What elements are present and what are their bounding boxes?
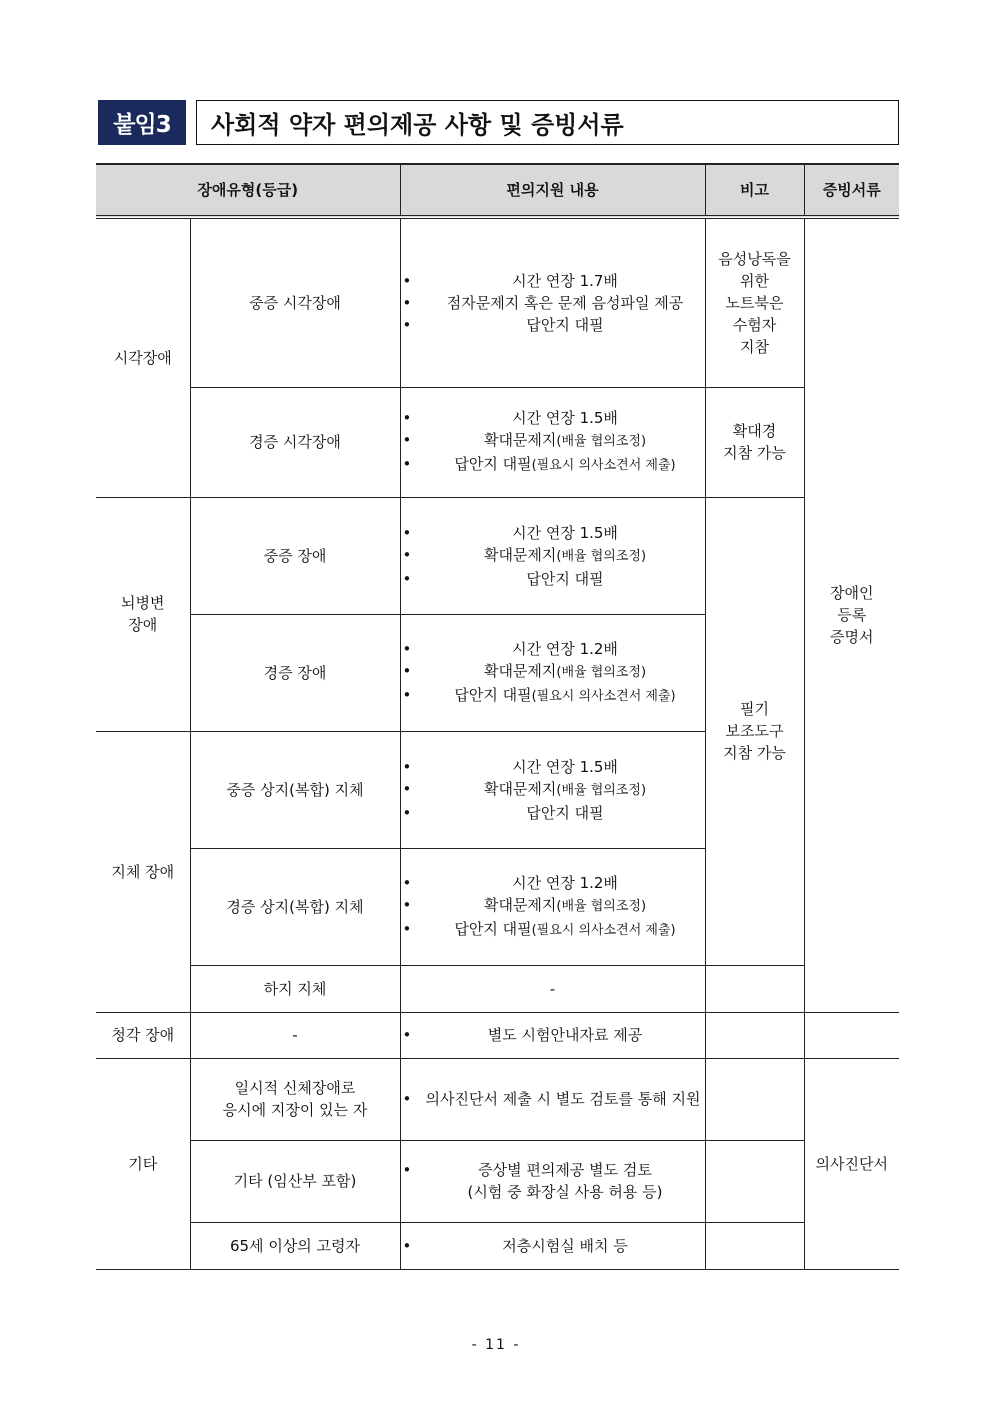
list-item: • 점자문제지 혹은 문제 음성파일 제공 [401, 292, 705, 314]
table-row [96, 1058, 899, 1140]
list-item: • 확대문제지(배율 협의조정) [401, 429, 705, 453]
subtype-cell: 중증 시각장애 [190, 217, 400, 387]
page-title-bar [98, 100, 899, 145]
title-box [196, 100, 899, 145]
list-item: • 답안지 대필(필요시 의사소견서 제출) [401, 453, 705, 477]
subtype-cell: 경증 장애 [190, 614, 400, 731]
list-item: • 시간 연장 1.5배 [401, 522, 705, 544]
note-cell: 확대경 지참 가능 [705, 387, 804, 497]
header-disability-type: 장애유형(등급) [96, 164, 400, 217]
support-cell [400, 1222, 705, 1269]
docs-cell: 장애인 등록 증명서 [804, 217, 899, 1012]
category-cell: 기타 [96, 1058, 190, 1269]
note-cell: 필기 보조도구 지참 가능 [705, 497, 804, 965]
page-number: - 11 - [471, 1337, 521, 1353]
support-cell [400, 387, 705, 497]
list-item: • 시간 연장 1.2배 [401, 872, 705, 894]
support-cell: - [400, 965, 705, 1012]
subtype-cell: 중증 상지(복합) 지체 [190, 731, 400, 848]
support-cell [400, 731, 705, 848]
list-item: • 확대문제지(배율 협의조정) [401, 660, 705, 684]
docs-cell: 의사진단서 [804, 1058, 899, 1269]
note-cell [705, 965, 804, 1012]
category-cell: 뇌병변 장애 [96, 497, 190, 731]
table-row [96, 1222, 899, 1269]
header-docs: 증빙서류 [804, 164, 899, 217]
note-cell [705, 1222, 804, 1269]
attachment-badge: 붙임3 [98, 100, 186, 145]
list-item: • 의사진단서 제출 시 별도 검토를 통해 지원 [401, 1088, 705, 1110]
category-cell: 시각장애 [96, 217, 190, 497]
subtype-cell: 중증 장애 [190, 497, 400, 614]
table-row [96, 217, 899, 387]
subtype-cell: - [190, 1012, 400, 1058]
category-cell: 청각 장애 [96, 1012, 190, 1058]
list-item: • 답안지 대필 [401, 314, 705, 336]
list-item: • 시간 연장 1.5배 [401, 407, 705, 429]
header-support: 편의지원 내용 [400, 164, 705, 217]
table-row [96, 965, 899, 1012]
list-item: • 답안지 대필 [401, 802, 705, 824]
list-item: • 저층시험실 배치 등 [401, 1235, 705, 1257]
support-cell [400, 614, 705, 731]
list-item: • 시간 연장 1.5배 [401, 756, 705, 778]
note-cell [705, 1012, 804, 1058]
support-cell [400, 497, 705, 614]
support-cell [400, 1058, 705, 1140]
list-item: • 시간 연장 1.7배 [401, 270, 705, 292]
note-cell [705, 1058, 804, 1140]
subtype-cell: 경증 상지(복합) 지체 [190, 848, 400, 965]
list-item: • 확대문제지(배율 협의조정) [401, 544, 705, 568]
table-row [96, 1012, 899, 1058]
list-item: • 답안지 대필(필요시 의사소견서 제출) [401, 684, 705, 708]
page-title: 사회적 약자 편의제공 사항 및 증빙서류 [211, 111, 624, 139]
list-item: • 증상별 편의제공 별도 검토 (시험 중 화장실 사용 허용 등) [401, 1159, 705, 1203]
table-row [96, 387, 899, 497]
list-item: • 별도 시험안내자료 제공 [401, 1024, 705, 1046]
list-item: • 확대문제지(배율 협의조정) [401, 778, 705, 802]
list-item: • 시간 연장 1.2배 [401, 638, 705, 660]
subtype-cell: 기타 (임산부 포함) [190, 1140, 400, 1222]
table-row [96, 497, 899, 614]
list-item: • 확대문제지(배율 협의조정) [401, 894, 705, 918]
subtype-cell: 일시적 신체장애로 응시에 지장이 있는 자 [190, 1058, 400, 1140]
header-note: 비고 [705, 164, 804, 217]
accommodation-table [96, 163, 899, 1270]
table-row [96, 1140, 899, 1222]
support-cell [400, 1140, 705, 1222]
list-item: • 답안지 대필 [401, 568, 705, 590]
support-cell [400, 1012, 705, 1058]
note-cell: 음성낭독을 위한 노트북은 수험자 지참 [705, 217, 804, 387]
table-header-row [96, 164, 899, 217]
support-cell [400, 217, 705, 387]
category-cell: 지체 장애 [96, 731, 190, 1012]
subtype-cell: 하지 지체 [190, 965, 400, 1012]
subtype-cell: 경증 시각장애 [190, 387, 400, 497]
support-cell [400, 848, 705, 965]
note-cell [705, 1140, 804, 1222]
subtype-cell: 65세 이상의 고령자 [190, 1222, 400, 1269]
list-item: • 답안지 대필(필요시 의사소견서 제출) [401, 918, 705, 942]
